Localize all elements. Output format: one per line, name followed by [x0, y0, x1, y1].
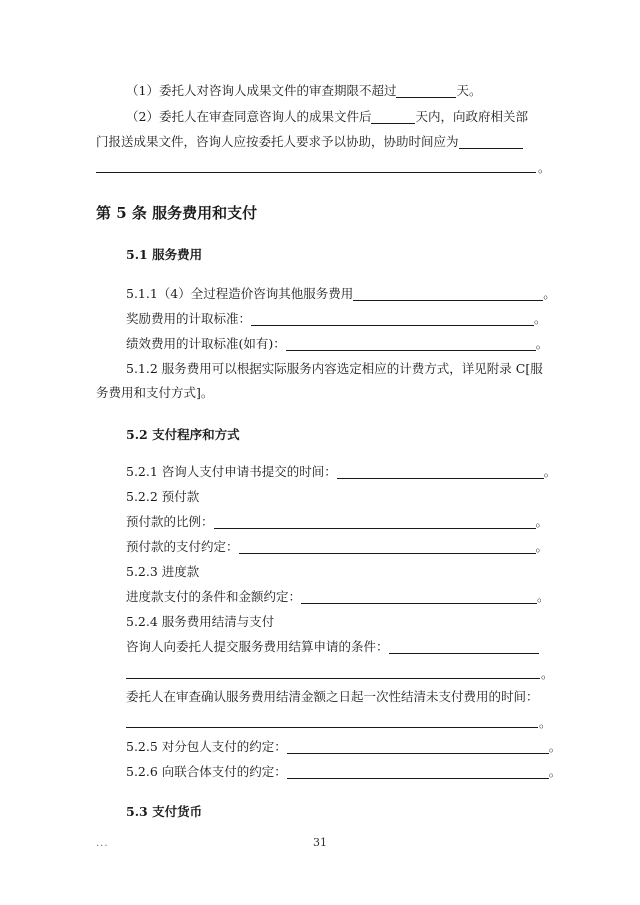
fee-line: [126, 335, 548, 353]
section-heading: 5.3 支付货币: [126, 804, 203, 819]
clause-text: （2）委托人在审查同意咨询人的成果文件后: [126, 109, 372, 124]
label: 5.2.1 咨询人支付申请书提交的时间：: [126, 464, 337, 479]
label: 咨询人向委托人提交服务费用结算申请的条件：: [126, 639, 389, 654]
period: 。: [548, 739, 562, 754]
payment-line: [126, 538, 548, 556]
period: 。: [537, 589, 550, 604]
blank-field[interactable]: [353, 287, 543, 301]
blank-field[interactable]: [301, 590, 537, 604]
label: 进度款支付的条件和金额约定：: [126, 589, 302, 604]
section-heading: 5.1 服务费用: [126, 247, 203, 262]
payment-line: [126, 638, 539, 656]
blank-field[interactable]: [371, 110, 415, 124]
blank-line[interactable]: [96, 172, 536, 173]
clause-text: 天内，向政府相关部: [415, 109, 528, 124]
payment-line: [126, 588, 550, 606]
clause-text: （1）委托人对咨询人成果文件的审查期限不超过: [126, 83, 397, 98]
label: 预付款的支付约定：: [126, 539, 239, 554]
fee-method-text: 务费用和支付方式]。: [96, 385, 214, 400]
blank-field[interactable]: [287, 740, 549, 754]
section-heading: 5.2 支付程序和方式: [126, 427, 240, 442]
subsection-label: 5.2.4 服务费用结清与支付: [126, 614, 275, 629]
label: 5.2.5 对分包人支付的约定：: [126, 739, 287, 754]
footer-dots: ...: [96, 838, 109, 849]
payment-line: [126, 513, 548, 531]
subsection-label: 5.2.3 进度款: [126, 564, 200, 579]
blank-field[interactable]: [337, 465, 544, 479]
clause-submission-cont: [96, 133, 523, 151]
blank-field[interactable]: [214, 515, 536, 529]
period: 。: [535, 539, 549, 554]
period: 。: [548, 764, 562, 779]
blank-field[interactable]: [396, 84, 456, 98]
fee-method-text: 5.1.2 服务费用可以根据实际服务内容选定相应的计费方式，详见附录 C[服: [126, 361, 543, 376]
period: 。: [539, 715, 552, 730]
clause-text: 天。: [456, 83, 482, 98]
clause-submission: [126, 108, 528, 126]
label: 5.1.1（4）全过程造价咨询其他服务费用: [126, 286, 354, 301]
period: 。: [541, 666, 554, 681]
payment-line: [126, 738, 561, 756]
fee-line: [126, 310, 547, 328]
subsection-label: 5.2.2 预付款: [126, 489, 200, 504]
label: 预付款的比例：: [126, 514, 214, 529]
blank-field[interactable]: [389, 640, 539, 654]
payment-line: [126, 763, 561, 781]
article-heading: 第 5 条 服务费用和支付: [96, 204, 258, 222]
period: 。: [543, 286, 556, 301]
blank-field[interactable]: [251, 312, 534, 326]
period: 。: [535, 514, 549, 529]
fee-line: [126, 285, 556, 303]
payment-line: [126, 463, 556, 481]
period: 。: [535, 336, 549, 351]
page-number: 31: [313, 836, 327, 849]
blank-line[interactable]: [126, 727, 538, 728]
label: 5.2.6 向联合体支付的约定：: [126, 764, 287, 779]
label: 委托人在审查确认服务费用结清金额之日起一次性结清未支付费用的时间：: [126, 689, 539, 704]
blank-line[interactable]: [126, 678, 540, 679]
period: 。: [538, 160, 551, 175]
blank-field[interactable]: [287, 765, 549, 779]
period: 。: [534, 311, 547, 326]
clause-text: 门报送成果文件，咨询人应按委托人要求予以协助，协助时间应为: [96, 134, 459, 149]
blank-field[interactable]: [286, 337, 536, 351]
period: 。: [543, 464, 557, 479]
blank-field[interactable]: [459, 135, 523, 149]
blank-field[interactable]: [239, 540, 536, 554]
label: 奖励费用的计取标准：: [126, 311, 252, 326]
label: 绩效费用的计取标准(如有)：: [126, 336, 286, 351]
clause-review-period: [126, 82, 481, 100]
